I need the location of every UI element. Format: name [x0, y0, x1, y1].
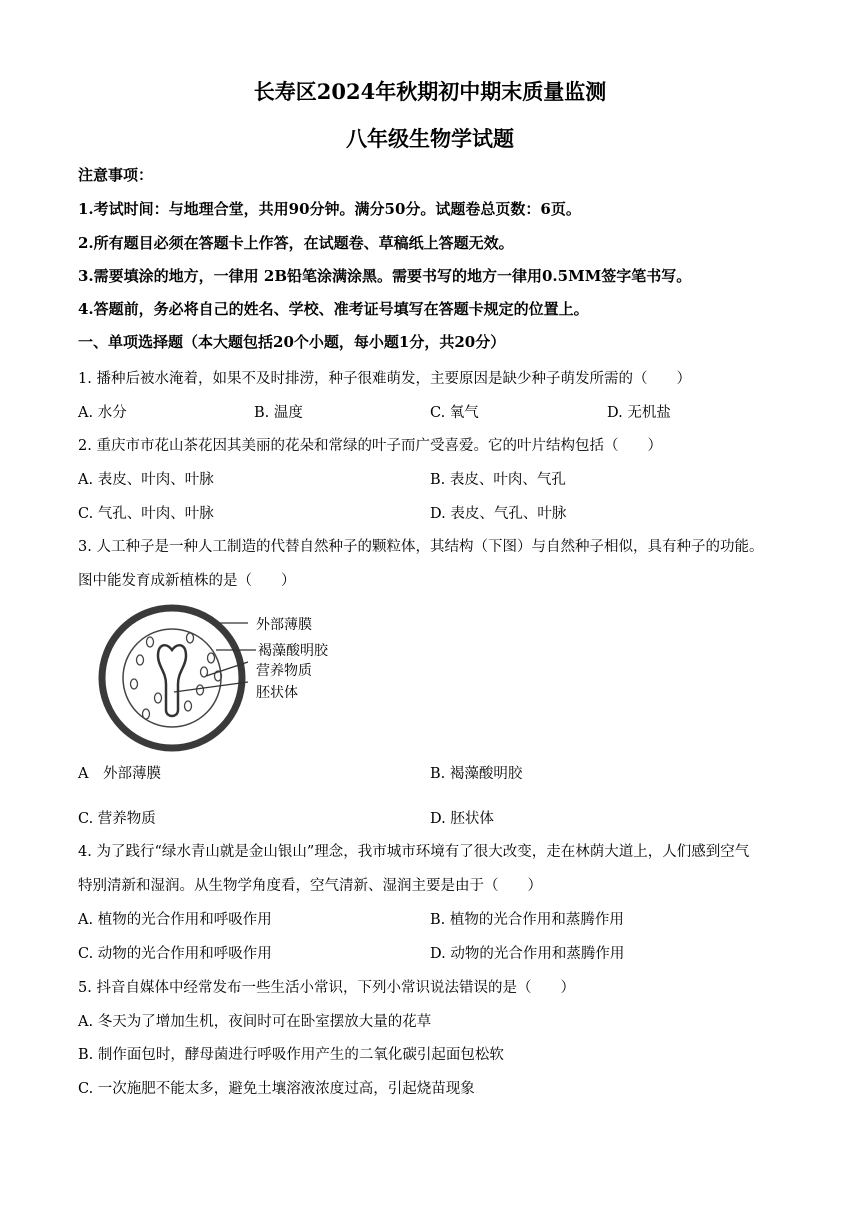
- exam-title: 长寿区2024年秋期初中期末质量监测: [253, 79, 607, 104]
- exam-subtitle: 八年级生物学试题: [346, 126, 514, 151]
- question-stem: 1. 播种后被水淹着，如果不及时排涝，种子很难萌发，主要原因是缺少种子萌发所需的（ ）: [78, 371, 691, 387]
- notice-item: 2.所有题目必须在答题卡上作答，在试题卷、草稿纸上答题无效。: [78, 234, 514, 252]
- label-embryoid: 胚状体: [256, 685, 298, 701]
- question-stem: 4. 为了践行“绿水青山就是金山银山”理念，我市城市环境有了很大改变，走在林荫大道上，人们感到空气: [78, 844, 750, 860]
- question-stem: 5. 抖音自媒体中经常发布一些生活小常识，下列小常识说法错误的是（ ）: [78, 980, 575, 996]
- notice-item: 3.需要填涂的地方，一律用 2B铅笔涂满涂黑。需要书写的地方一律用0.5MM签字笔书写。: [78, 267, 692, 285]
- section-heading: 一、单项选择题（本大题包括20个小题，每小题1分，共20分）: [78, 333, 506, 351]
- option-a: A. 植物的光合作用和呼吸作用: [78, 912, 272, 928]
- artificial-seed-figure: [96, 602, 356, 754]
- question-stem: 图中能发育成新植株的是（ ）: [78, 573, 296, 589]
- option-b: B. 制作面包时，酵母菌进行呼吸作用产生的二氧化碳引起面包松软: [78, 1047, 504, 1063]
- option-d: D. 胚状体: [430, 811, 494, 827]
- option-b: B. 表皮、叶肉、气孔: [430, 472, 566, 488]
- option-b: B. 褐藻酸明胶: [430, 766, 523, 782]
- option-c: C. 动物的光合作用和呼吸作用: [78, 946, 272, 962]
- option-b: B. 植物的光合作用和蒸腾作用: [430, 912, 624, 928]
- option-d: D. 表皮、气孔、叶脉: [430, 506, 567, 522]
- option-a: A. 表皮、叶肉、叶脉: [78, 472, 214, 488]
- label-outer-film: 外部薄膜: [256, 617, 312, 633]
- label-nutrients: 营养物质: [256, 663, 312, 679]
- option-a: A. 冬天为了增加生机，夜间时可在卧室摆放大量的花草: [78, 1014, 432, 1030]
- gel-circle: [123, 629, 221, 727]
- option-b: B. 温度: [254, 405, 303, 421]
- option-c: C. 一次施肥不能太多，避免土壤溶液浓度过高，引起烧苗现象: [78, 1081, 475, 1097]
- option-c: C. 氧气: [430, 405, 479, 421]
- question-stem: 特别清新和湿润。从生物学角度看，空气清新、湿润主要是由于（ ）: [78, 878, 542, 894]
- option-d: D. 动物的光合作用和蒸腾作用: [430, 946, 625, 962]
- option-a: A 外部薄膜: [78, 766, 161, 782]
- option-d: D. 无机盐: [607, 405, 671, 421]
- option-a: A. 水分: [78, 405, 127, 421]
- question-stem: 2. 重庆市市花山茶花因其美丽的花朵和常绿的叶子而广受喜爱。它的叶片结构包括（ ）: [78, 438, 662, 454]
- question-stem: 3. 人工种子是一种人工制造的代替自然种子的颗粒体，其结构（下图）与自然种子相似，具有种子的功能。: [78, 539, 764, 555]
- option-c: C. 气孔、叶肉、叶脉: [78, 506, 214, 522]
- notice-item: 4.答题前，务必将自己的姓名、学校、准考证号填写在答题卡规定的位置上。: [78, 300, 589, 318]
- notice-item: 1.考试时间：与地理合堂，共用90分钟。满分50分。试题卷总页数：6页。: [78, 200, 581, 218]
- artificial-seed-diagram: [96, 602, 356, 754]
- notice-heading: 注意事项：: [78, 166, 154, 184]
- label-alginate-gel: 褐藻酸明胶: [258, 643, 328, 659]
- embryoid-shape: [158, 645, 186, 716]
- option-c: C. 营养物质: [78, 811, 156, 827]
